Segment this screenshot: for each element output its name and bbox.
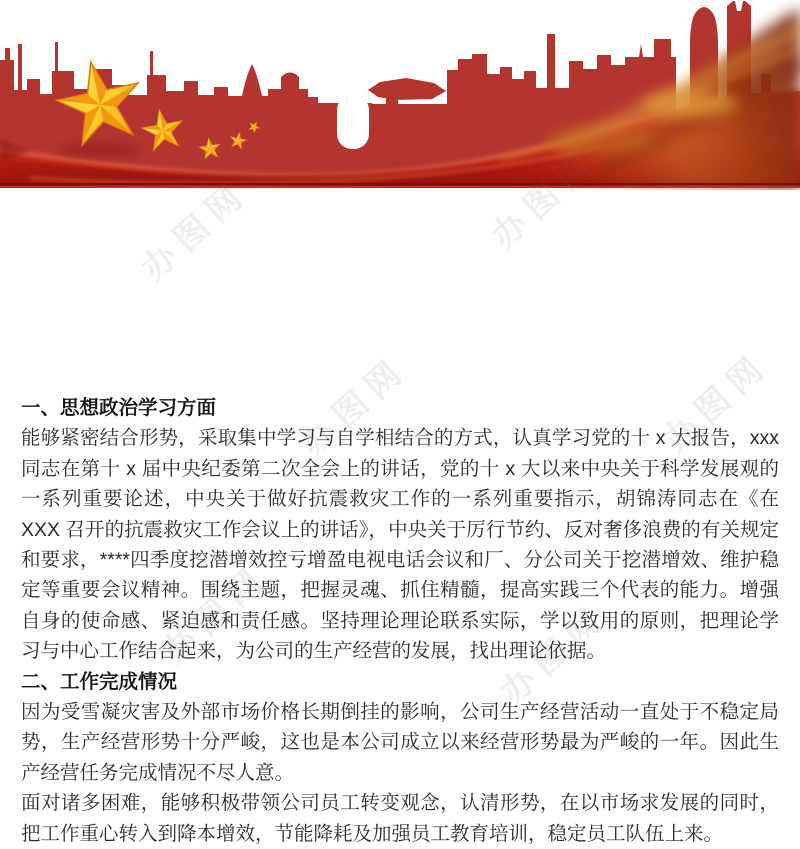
paragraph: 能够紧密结合形势，采取集中学习与自学相结合的方式，认真学习党的十 x 大报告，xxx 同志在第十 x 届中央纪委第二次全会上的讲话，党的十 x 大以来中央关于科学发展观的一系列重要论述，中央关于做好抗震救灾工作的一系列重要指示，胡锦涛同志在《在 XXX 召开的抗震救灾工作会议上的讲话》，中央关于厉行节约、反对奢侈浪费的有关规定和要求，****四季度挖潜增效控亏增盈电视电话会议和厂、分公司关于挖潜增效、维护稳定等重要会议精神。围绕主题，把握灵魂、抓住精髓，提高实践三个代表的能力。增强自身的使命感、紧迫感和责任感。坚持理论理论联系实际，学以致用的原则，把理论学习与中心工作结合起来，为公司的生产经营的发展，找出理论依据。 <box>21 427 779 663</box>
section-heading: 一、思想政治学习方面 <box>21 397 217 419</box>
watermark: 办图网 <box>134 173 256 288</box>
paragraph: 面对诸多困难，能够积极带领公司员工转变观念，认清形势，在以市场求发展的同时，把工作重心转入到降本增效，节能降耗及加强员工教育培训，稳定员工队伍上来。 <box>21 792 779 845</box>
watermark: 办图网 <box>493 597 615 712</box>
watermark: 办图网 <box>293 349 415 464</box>
document-body <box>21 393 779 849</box>
watermark: 办图网 <box>484 141 606 256</box>
section-heading: 二、工作完成情况 <box>21 670 178 693</box>
watermark: 办图网 <box>154 557 276 672</box>
section-ideological-study <box>21 393 779 667</box>
section-work-completion <box>21 667 779 849</box>
watermark: 办图网 <box>655 345 777 460</box>
paragraph: 因为受雪凝灾害及外部市场价格长期倒挂的影响，公司生产经营活动一直处于不稳定局势，生产经营形势十分严峻，这也是本公司成立以来经营形势最为严峻的一年。因此生产经营任务完成情况不尽人意。 <box>21 701 779 784</box>
header-banner-illustration <box>0 0 800 190</box>
